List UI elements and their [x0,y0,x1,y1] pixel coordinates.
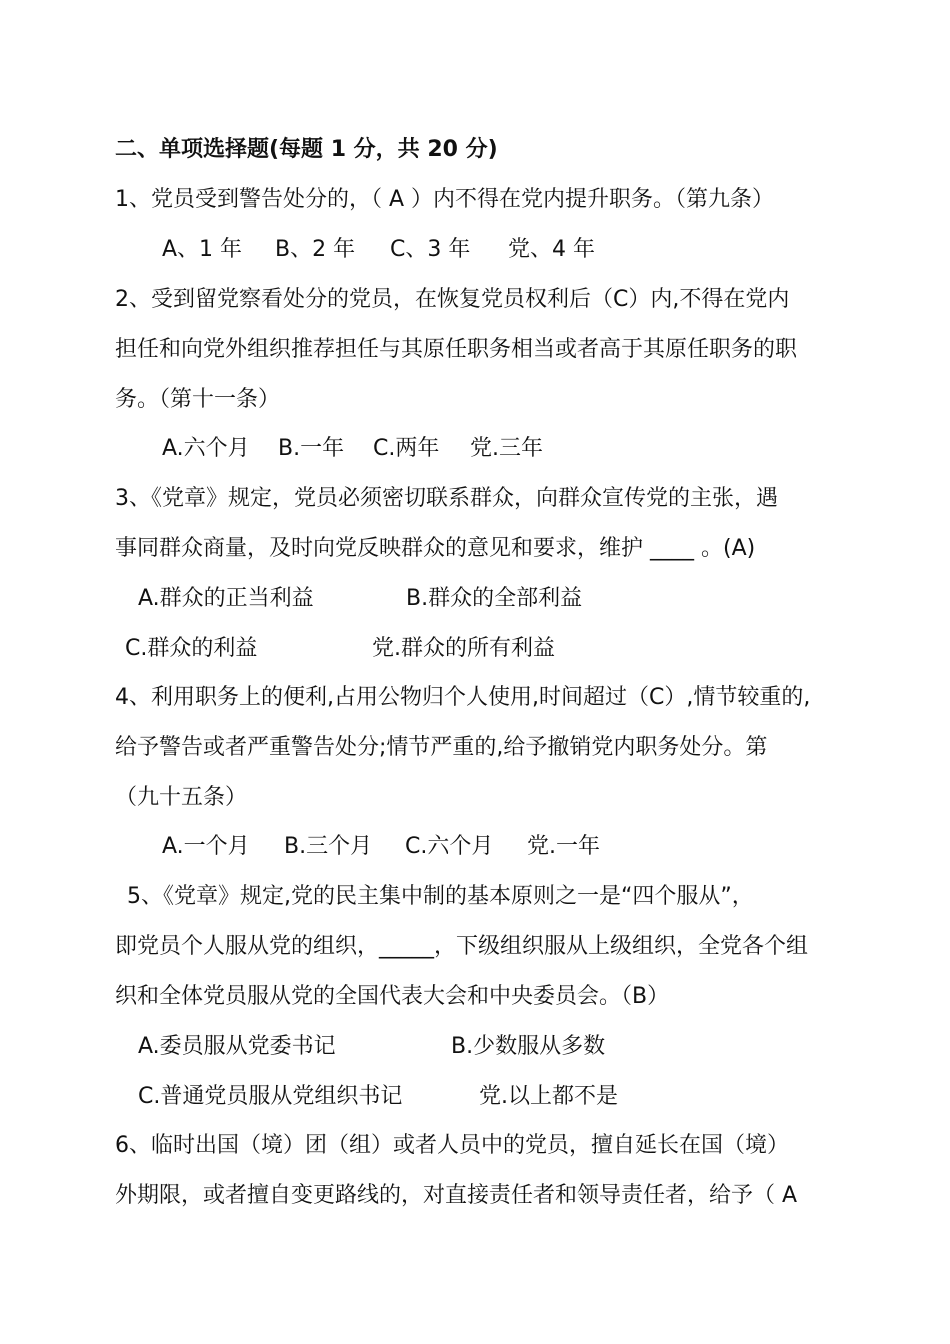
question-3-option-a: A.群众的正当利益 [138,586,314,611]
question-2-line-1: 2、受到留党察看处分的党员，在恢复党员权利后（C）内,不得在党内 [115,287,790,312]
question-1-option-d: 党、4 年 [508,237,595,262]
question-5-line-1: 5、《党章》规定,党的民主集中制的基本原则之一是“四个服从”， [127,884,754,909]
question-5-option-d: 党.以上都不是 [479,1084,618,1109]
question-4-option-a: A.一个月 [162,834,250,859]
question-4-option-d: 党.一年 [527,834,600,859]
question-1-option-a: A、1 年 [162,237,243,262]
section-heading: 二、单项选择题(每题 1 分，共 20 分) [115,137,498,162]
question-3-line-2: 事同群众商量，及时向党反映群众的意见和要求，维护 ____ 。(A) [115,536,756,561]
question-2-line-3: 务。（第十一条） [115,387,281,412]
question-3-option-b: B.群众的全部利益 [406,586,583,611]
question-6-line-2: 外期限，或者擅自变更路线的，对直接责任者和领导责任者，给予（ A [115,1183,798,1208]
question-4-line-2: 给予警告或者严重警告处分;情节严重的,给予撤销党内职务处分。第 [115,735,768,760]
question-3-option-c: C.群众的利益 [125,636,258,661]
question-5-line-2: 即党员个人服从党的组织，_____，下级组织服从上级组织，全党各个组 [115,934,809,959]
question-2-option-c: C.两年 [373,436,440,461]
question-5-option-c: C.普通党员服从党组织书记 [138,1084,403,1109]
question-2-line-2: 担任和向党外组织推荐担任与其原任职务相当或者高于其原任职务的职 [115,337,798,362]
question-2-option-a: A.六个月 [162,436,250,461]
question-5-line-3: 织和全体党员服从党的全国代表大会和中央委员会。（B） [115,984,670,1009]
question-1-option-b: B、2 年 [275,237,356,262]
question-6-line-1: 6、临时出国（境）团（组）或者人员中的党员，擅自延长在国（境） [115,1133,789,1158]
question-2-option-b: B.一年 [278,436,345,461]
question-4-line-1: 4、利用职务上的便利,占用公物归个人使用,时间超过（C）,情节较重的, [115,685,811,710]
question-1-option-c: C、3 年 [390,237,471,262]
question-4-option-b: B.三个月 [284,834,373,859]
question-4-line-3: （九十五条） [115,785,248,810]
question-4-option-c: C.六个月 [405,834,494,859]
question-1-line-1: 1、党员受到警告处分的，（ A ）内不得在党内提升职务。（第九条） [115,187,775,212]
question-3-option-d: 党.群众的所有利益 [372,636,555,661]
question-5-option-a: A.委员服从党委书记 [138,1034,336,1059]
question-5-option-b: B.少数服从多数 [451,1034,606,1059]
question-2-option-d: 党.三年 [470,436,543,461]
question-3-line-1: 3、《党章》规定，党员必须密切联系群众，向群众宣传党的主张，遇 [115,486,778,511]
